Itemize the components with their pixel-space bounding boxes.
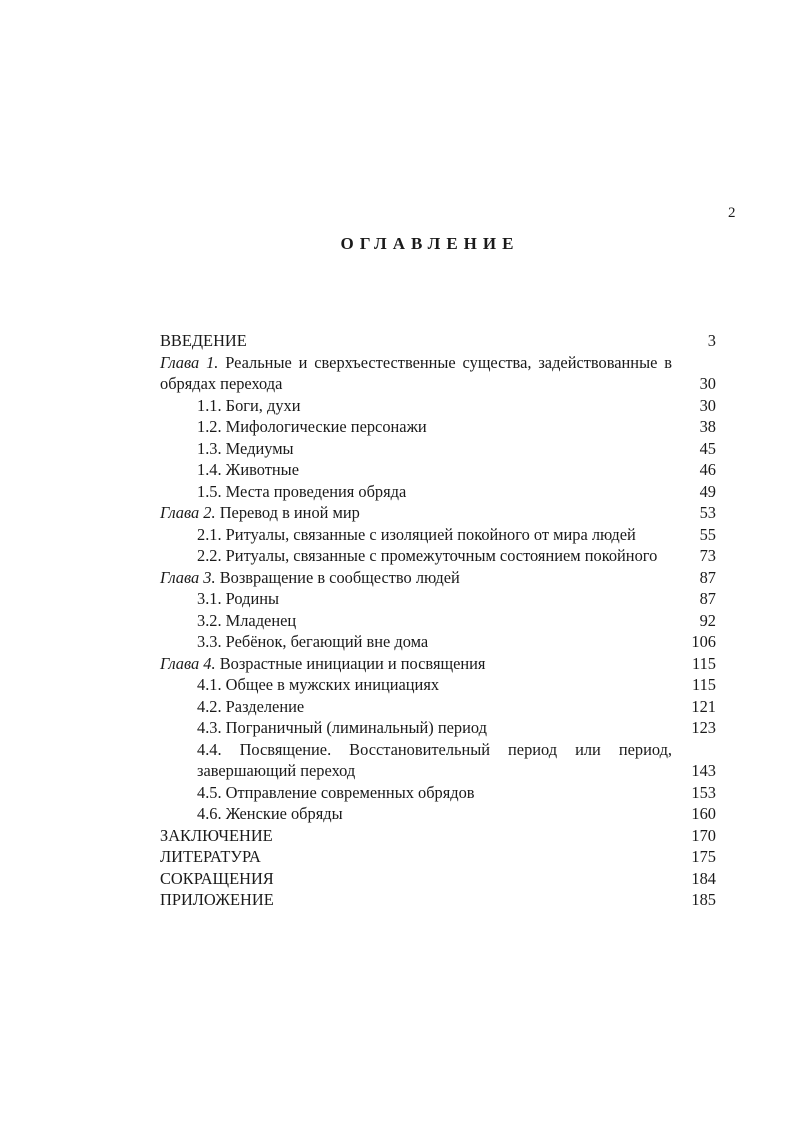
toc-entry-1-4[interactable] <box>160 459 716 481</box>
toc-entry-appendix[interactable] <box>160 889 716 911</box>
toc-entry-chapter-4[interactable] <box>160 653 716 675</box>
toc-entry-3-3[interactable] <box>160 631 716 653</box>
toc-entry-page: 115 <box>692 675 716 694</box>
toc-entry-text: ЗАКЛЮЧЕНИЕ <box>160 825 273 845</box>
toc-entry-text: 2.2. Ритуалы, связанные с промежуточным состоянием покойного <box>197 546 658 565</box>
toc-entry-page: 30 <box>699 395 716 415</box>
toc-entry-chapter-1[interactable] <box>160 352 716 395</box>
toc-entry-text: ПРИЛОЖЕНИЕ <box>160 890 274 909</box>
toc-entry-page: 53 <box>699 503 716 522</box>
toc-entry-text <box>160 502 672 524</box>
toc-entry-literature[interactable] <box>160 846 716 868</box>
chapter-label: Глава 4. <box>160 653 216 673</box>
toc-entry-text: СОКРАЩЕНИЯ <box>160 868 274 888</box>
toc-entry-page: 160 <box>691 804 716 823</box>
toc-entry-text: 4.3. Пограничный (лиминальный) период <box>197 718 487 737</box>
toc-entry-page: 153 <box>691 782 716 802</box>
toc-entry-abbreviations[interactable] <box>160 868 716 890</box>
toc-entry-page: 46 <box>699 460 716 479</box>
toc-entry-4-1[interactable] <box>160 674 716 696</box>
toc-entry-text: 1.1. Боги, духи <box>197 395 301 415</box>
chapter-label: Глава 1. <box>160 352 219 372</box>
toc-entry-text: 3.3. Ребёнок, бегающий вне дома <box>197 632 429 651</box>
toc-entry-page: 3 <box>707 331 716 350</box>
toc-entry-page: 121 <box>691 696 716 716</box>
toc-entry-page: 184 <box>691 868 716 888</box>
toc-entry-4-6[interactable] <box>160 803 716 825</box>
toc-entry-chapter-3[interactable] <box>160 567 716 589</box>
chapter-title: Возвращение в сообщество людей <box>219 567 460 587</box>
toc-entry-page: 175 <box>691 847 716 866</box>
toc-entry-page: 185 <box>691 890 716 909</box>
toc-entry-4-5[interactable] <box>160 782 716 804</box>
toc-entry-text: 4.4. Посвящение. Восстановительный период или период, завершающий переход <box>197 739 672 780</box>
toc-entry-page: 45 <box>699 438 716 458</box>
toc-entry-conclusion[interactable] <box>160 825 716 847</box>
toc-entry-4-2[interactable] <box>160 696 716 718</box>
toc-entry-page: 49 <box>699 481 716 501</box>
chapter-title: Перевод в иной мир <box>219 503 360 522</box>
toc-entry-text: 4.5. Отправление современных обрядов <box>197 782 475 802</box>
toc-entry-page: 30 <box>699 374 716 393</box>
toc-entry-1-5[interactable] <box>160 481 716 503</box>
toc-entry-text: ЛИТЕРАТУРА <box>160 847 261 866</box>
toc-entry-introduction[interactable] <box>160 330 716 352</box>
table-of-contents <box>160 330 716 911</box>
toc-entry-text: 4.2. Разделение <box>197 696 305 716</box>
toc-entry-page: 55 <box>699 524 716 544</box>
toc-entry-page: 87 <box>699 589 716 608</box>
toc-entry-text: 2.1. Ритуалы, связанные с изоляцией покойного от мира людей <box>197 524 636 544</box>
chapter-title: Реальные и сверхъестественные существа, задействованные в обрядах перехода <box>160 352 672 393</box>
toc-entry-text: 3.1. Родины <box>197 589 280 608</box>
toc-entry-page: 73 <box>699 546 716 565</box>
toc-entry-1-3[interactable] <box>160 438 716 460</box>
toc-entry-text: 1.2. Мифологические персонажи <box>197 417 427 436</box>
toc-entry-1-1[interactable] <box>160 395 716 417</box>
toc-entry-3-1[interactable] <box>160 588 716 610</box>
chapter-title: Возрастные инициации и посвящения <box>219 653 486 673</box>
toc-entry-2-2[interactable] <box>160 545 716 567</box>
toc-entry-page: 106 <box>691 632 716 651</box>
toc-entry-4-4[interactable] <box>160 739 716 782</box>
toc-entry-page: 143 <box>691 761 716 780</box>
toc-entry-2-1[interactable] <box>160 524 716 546</box>
toc-entry-page: 87 <box>699 567 716 587</box>
toc-entry-text <box>160 567 672 589</box>
toc-entry-page: 170 <box>691 825 716 845</box>
page-number: 2 <box>728 205 736 221</box>
toc-entry-text: 1.3. Медиумы <box>197 438 294 458</box>
toc-title: ОГЛАВЛЕНИЕ <box>340 234 520 253</box>
toc-entry-text: 4.6. Женские обряды <box>197 804 343 823</box>
toc-entry-text: 1.4. Животные <box>197 460 299 479</box>
toc-entry-chapter-2[interactable] <box>160 502 716 524</box>
toc-entry-4-3[interactable] <box>160 717 716 739</box>
toc-entry-page: 115 <box>692 653 716 673</box>
chapter-label: Глава 2. <box>160 503 216 522</box>
toc-entry-text <box>160 653 672 675</box>
toc-entry-page: 92 <box>699 610 716 630</box>
toc-entry-text: 1.5. Места проведения обряда <box>197 481 407 501</box>
toc-entry-page: 38 <box>699 417 716 436</box>
toc-entry-text: 3.2. Младенец <box>197 610 297 630</box>
toc-entry-3-2[interactable] <box>160 610 716 632</box>
toc-entry-page: 123 <box>691 718 716 737</box>
toc-entry-text: 4.1. Общее в мужских инициациях <box>197 675 440 694</box>
toc-entry-text <box>160 352 672 395</box>
toc-entry-1-2[interactable] <box>160 416 716 438</box>
toc-entry-text: ВВЕДЕНИЕ <box>160 331 247 350</box>
chapter-label: Глава 3. <box>160 567 216 587</box>
